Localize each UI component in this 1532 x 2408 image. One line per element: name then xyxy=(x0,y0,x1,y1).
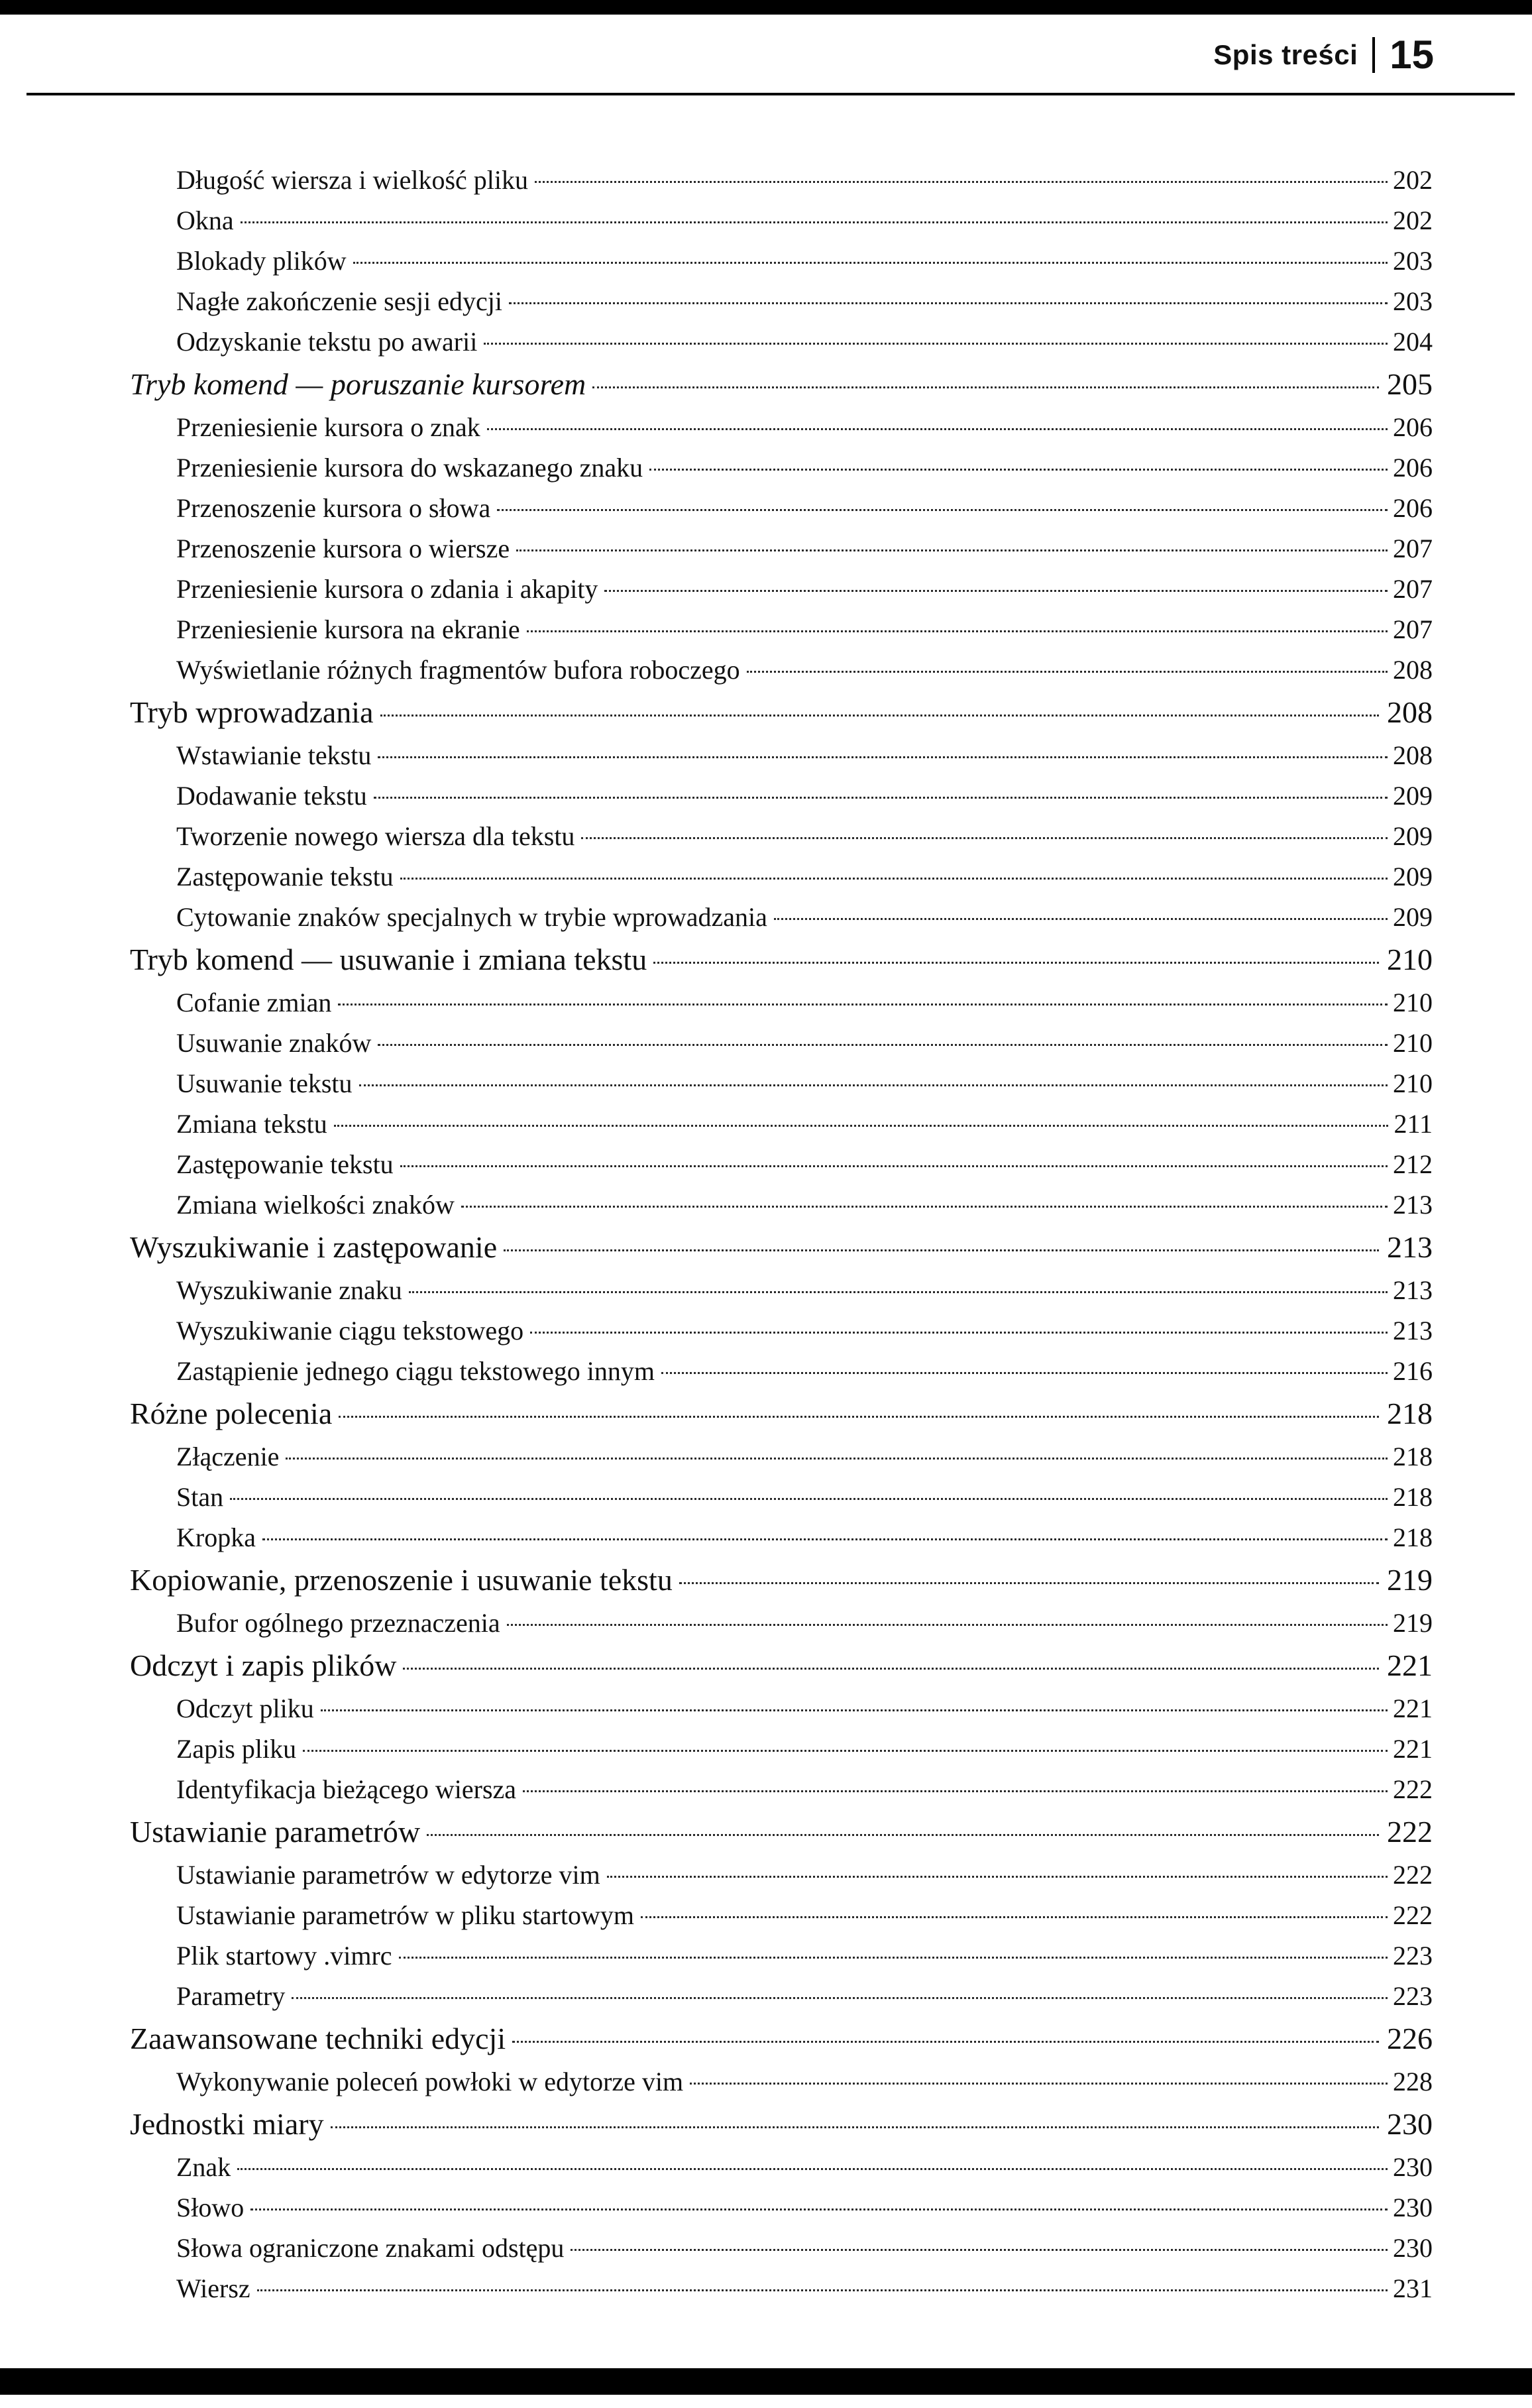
dot-leader xyxy=(250,2208,1388,2210)
toc-entry xyxy=(130,1068,1433,1100)
dot-leader xyxy=(303,1750,1388,1752)
toc-entry-page: 211 xyxy=(1394,1109,1433,1139)
dot-leader xyxy=(747,671,1388,673)
header-rule xyxy=(27,93,1515,95)
toc-entry-label: Różne polecenia xyxy=(130,1397,333,1430)
toc-entry xyxy=(130,821,1433,852)
top-edge-bar xyxy=(0,0,1532,15)
toc-entry-page: 226 xyxy=(1387,2022,1433,2055)
toc-entry-page: 222 xyxy=(1387,1815,1433,1849)
toc-entry-page: 210 xyxy=(1393,1028,1433,1058)
toc-entry-page: 222 xyxy=(1393,1774,1433,1804)
toc-entry xyxy=(130,987,1433,1019)
dot-leader xyxy=(378,756,1388,758)
toc-entry-label: Kopiowanie, przenoszenie i usuwanie tekstu xyxy=(130,1563,673,1597)
toc-entry-label: Przeniesienie kursora o zdania i akapity xyxy=(176,574,598,604)
dot-leader xyxy=(334,1125,1389,1127)
toc-entry xyxy=(130,2192,1433,2224)
dot-leader xyxy=(400,878,1388,880)
toc-entry-label: Usuwanie znaków xyxy=(176,1028,372,1058)
toc-entry xyxy=(130,1693,1433,1725)
toc-entry-page: 207 xyxy=(1393,574,1433,604)
toc-entry xyxy=(130,1648,1433,1684)
dot-leader xyxy=(527,630,1388,632)
toc-entry-label: Stan xyxy=(176,1482,224,1512)
toc-entry-page: 204 xyxy=(1393,327,1433,357)
toc-entry-label: Kropka xyxy=(176,1522,256,1552)
toc-entry xyxy=(130,2273,1433,2305)
toc-entry-page: 209 xyxy=(1393,781,1433,811)
dot-leader xyxy=(461,1206,1388,1208)
toc-entry-page: 202 xyxy=(1393,165,1433,195)
toc-entry-page: 222 xyxy=(1393,1860,1433,1890)
toc-entry-label: Ustawianie parametrów w pliku startowym xyxy=(176,1900,634,1930)
toc-entry-page: 213 xyxy=(1393,1275,1433,1305)
dot-leader xyxy=(399,1957,1388,1959)
dot-leader xyxy=(484,343,1388,345)
toc-entry-label: Tworzenie nowego wiersza dla tekstu xyxy=(176,821,575,851)
toc-entry xyxy=(130,2066,1433,2098)
dot-leader xyxy=(504,1249,1379,1251)
toc-entry-page: 216 xyxy=(1393,1356,1433,1386)
toc-entry-label: Wstawianie tekstu xyxy=(176,740,372,770)
toc-entry-label: Parametry xyxy=(176,1981,286,2011)
toc-entry-label: Przenoszenie kursora o słowa xyxy=(176,493,491,523)
dot-leader xyxy=(607,1876,1388,1878)
dot-leader xyxy=(516,549,1388,551)
toc-entry xyxy=(130,533,1433,565)
toc-entry-page: 209 xyxy=(1393,862,1433,891)
toc-entry-page: 221 xyxy=(1387,1648,1433,1682)
toc-entry-label: Odczyt pliku xyxy=(176,1693,314,1723)
dot-leader xyxy=(690,2083,1388,2085)
toc-entry-label: Tryb komend — poruszanie kursorem xyxy=(130,367,586,401)
toc-entry xyxy=(130,2232,1433,2264)
toc-entry-label: Złączenie xyxy=(176,1442,280,1471)
toc-entry-page: 206 xyxy=(1393,493,1433,523)
toc-entry xyxy=(130,1733,1433,1765)
toc-entry xyxy=(130,740,1433,772)
toc-entry xyxy=(130,1900,1433,1931)
toc-entry-label: Zastępowanie tekstu xyxy=(176,862,394,891)
toc-entry-label: Długość wiersza i wielkość pliku xyxy=(176,165,528,195)
toc-entry xyxy=(130,1355,1433,1387)
toc-entry-page: 228 xyxy=(1393,2067,1433,2096)
dot-leader xyxy=(535,181,1388,183)
toc-entry-label: Przeniesienie kursora na ekranie xyxy=(176,614,520,644)
toc-entry xyxy=(130,452,1433,484)
dot-leader xyxy=(400,1165,1388,1167)
toc-entry-label: Dodawanie tekstu xyxy=(176,781,367,811)
dot-leader xyxy=(523,1790,1388,1792)
toc-entry-label: Cofanie zmian xyxy=(176,988,332,1017)
toc-entry-page: 231 xyxy=(1393,2273,1433,2303)
toc-entry-label: Słowo xyxy=(176,2193,245,2222)
dot-leader xyxy=(679,1582,1379,1584)
toc-entry xyxy=(130,1562,1433,1598)
dot-leader xyxy=(487,428,1388,430)
toc-entry xyxy=(130,2151,1433,2183)
toc-entry-label: Zmiana wielkości znaków xyxy=(176,1190,455,1220)
toc-entry xyxy=(130,1814,1433,1850)
toc-entry-label: Ustawianie parametrów xyxy=(130,1815,421,1849)
toc-entry-label: Przenoszenie kursora o wiersze xyxy=(176,534,510,563)
toc-entry-page: 230 xyxy=(1387,2107,1433,2141)
toc-entry-page: 230 xyxy=(1393,2152,1433,2182)
toc-entry xyxy=(130,654,1433,686)
toc-entry-page: 208 xyxy=(1387,695,1433,729)
dot-leader xyxy=(286,1458,1388,1460)
toc-entry xyxy=(130,1980,1433,2012)
toc-entry-page: 208 xyxy=(1393,655,1433,685)
toc-entry-page: 223 xyxy=(1393,1941,1433,1971)
toc-entry-label: Przeniesienie kursora o znak xyxy=(176,412,480,442)
toc-entry-label: Wyszukiwanie ciągu tekstowego xyxy=(176,1316,524,1346)
toc-entry xyxy=(130,942,1433,978)
toc-entry-label: Zastąpienie jednego ciągu tekstowego innym xyxy=(176,1356,655,1386)
toc-entry-label: Bufor ogólnego przeznaczenia xyxy=(176,1608,500,1638)
bottom-edge-bar xyxy=(0,2368,1532,2395)
dot-leader xyxy=(262,1538,1388,1540)
toc-entry-page: 206 xyxy=(1393,453,1433,483)
toc-entry-page: 218 xyxy=(1387,1397,1433,1430)
toc-entry-page: 221 xyxy=(1393,1734,1433,1764)
toc-entry xyxy=(130,1441,1433,1473)
toc-entry xyxy=(130,2106,1433,2142)
page-number: 15 xyxy=(1390,32,1434,77)
toc-entry xyxy=(130,573,1433,605)
toc-entry xyxy=(130,1859,1433,1891)
toc-entry-label: Wyszukiwanie i zastępowanie xyxy=(130,1230,498,1264)
toc-entry xyxy=(130,901,1433,933)
toc-entry-label: Wykonywanie poleceń powłoki w edytorze vim xyxy=(176,2067,684,2096)
dot-leader xyxy=(581,837,1388,839)
toc-entry-label: Zastępowanie tekstu xyxy=(176,1149,394,1179)
toc-entry xyxy=(130,1774,1433,1806)
dot-leader xyxy=(292,1997,1388,1999)
toc-entry-page: 207 xyxy=(1393,614,1433,644)
dot-leader xyxy=(359,1084,1388,1086)
dot-leader xyxy=(507,1624,1388,1626)
toc-entry xyxy=(130,1275,1433,1306)
dot-leader xyxy=(661,1372,1388,1374)
toc-entry xyxy=(130,1522,1433,1554)
dot-leader xyxy=(241,221,1388,223)
dot-leader xyxy=(530,1332,1388,1334)
toc-entry-label: Wiersz xyxy=(176,2273,250,2303)
toc-entry-page: 230 xyxy=(1393,2233,1433,2263)
toc-entry xyxy=(130,205,1433,237)
toc-entry-label: Cytowanie znaków specjalnych w trybie wprowadzania xyxy=(176,902,767,932)
dot-leader xyxy=(653,962,1379,964)
toc-entry-page: 223 xyxy=(1393,1981,1433,2011)
toc-entry xyxy=(130,286,1433,317)
toc-entry-page: 210 xyxy=(1387,943,1433,976)
dot-leader xyxy=(403,1668,1379,1670)
page-header xyxy=(1213,32,1434,78)
dot-leader xyxy=(497,509,1388,511)
toc-entry-page: 208 xyxy=(1393,740,1433,770)
dot-leader xyxy=(353,262,1388,264)
toc-entry-label: Wyświetlanie różnych fragmentów bufora roboczego xyxy=(176,655,740,685)
toc-entry-page: 213 xyxy=(1393,1190,1433,1220)
page-header-title: Spis treści xyxy=(1213,38,1358,70)
toc-entry-page: 213 xyxy=(1393,1316,1433,1346)
dot-leader xyxy=(339,1416,1379,1418)
dot-leader xyxy=(378,1044,1388,1046)
toc-entry-page: 206 xyxy=(1393,412,1433,442)
toc-entry-page: 209 xyxy=(1393,902,1433,932)
toc-entry xyxy=(130,492,1433,524)
dot-leader xyxy=(509,302,1388,304)
toc-entry-label: Plik startowy .vimrc xyxy=(176,1941,392,1971)
toc-entry-page: 218 xyxy=(1393,1482,1433,1512)
toc-entry xyxy=(130,1607,1433,1639)
toc-entry-label: Przeniesienie kursora do wskazanego znaku xyxy=(176,453,643,483)
dot-leader xyxy=(374,797,1388,799)
dot-leader xyxy=(649,469,1388,471)
dot-leader xyxy=(512,2041,1379,2043)
toc-entry-page: 203 xyxy=(1393,286,1433,316)
toc-entry-page: 219 xyxy=(1387,1563,1433,1597)
toc-entry xyxy=(130,1027,1433,1059)
toc-entry-label: Zaawansowane techniki edycji xyxy=(130,2022,506,2055)
toc-entry-page: 205 xyxy=(1387,367,1433,401)
dot-leader xyxy=(331,2126,1379,2128)
toc-entry xyxy=(130,1481,1433,1513)
toc-entry xyxy=(130,695,1433,730)
toc-entry-label: Słowa ograniczone znakami odstępu xyxy=(176,2233,565,2263)
dot-leader xyxy=(230,1498,1388,1500)
toc-entry xyxy=(130,245,1433,277)
toc-entry-page: 203 xyxy=(1393,246,1433,276)
toc-entry-label: Identyfikacja bieżącego wiersza xyxy=(176,1774,517,1804)
toc-entry-label: Odzyskanie tekstu po awarii xyxy=(176,327,478,357)
toc-entry-label: Odczyt i zapis plików xyxy=(130,1648,397,1682)
toc-entry xyxy=(130,1230,1433,1265)
toc-entry-label: Znak xyxy=(176,2152,231,2182)
toc-entry-label: Tryb wprowadzania xyxy=(130,695,374,729)
dot-leader xyxy=(641,1916,1388,1918)
toc-entry-label: Zapis pliku xyxy=(176,1734,297,1764)
table-of-contents xyxy=(130,164,1433,2313)
toc-entry-page: 222 xyxy=(1393,1900,1433,1930)
toc-entry xyxy=(130,614,1433,646)
toc-entry-page: 218 xyxy=(1393,1522,1433,1552)
dot-leader xyxy=(571,2249,1388,2251)
dot-leader xyxy=(321,1709,1388,1711)
toc-entry-page: 209 xyxy=(1393,821,1433,851)
toc-entry xyxy=(130,367,1433,402)
dot-leader xyxy=(380,715,1379,717)
dot-leader xyxy=(604,590,1388,592)
toc-entry xyxy=(130,2021,1433,2057)
toc-entry-label: Usuwanie tekstu xyxy=(176,1068,353,1098)
toc-entry-page: 230 xyxy=(1393,2193,1433,2222)
toc-entry xyxy=(130,1108,1433,1140)
toc-entry-label: Nagłe zakończenie sesji edycji xyxy=(176,286,502,316)
toc-entry xyxy=(130,1940,1433,1972)
toc-entry-label: Tryb komend — usuwanie i zmiana tekstu xyxy=(130,943,647,976)
toc-entry xyxy=(130,1315,1433,1347)
dot-leader xyxy=(237,2168,1388,2170)
toc-entry xyxy=(130,861,1433,893)
toc-entry xyxy=(130,1189,1433,1221)
toc-entry xyxy=(130,326,1433,358)
toc-entry-label: Wyszukiwanie znaku xyxy=(176,1275,402,1305)
toc-entry-label: Zmiana tekstu xyxy=(176,1109,327,1139)
dot-leader xyxy=(338,1003,1388,1005)
toc-entry-page: 210 xyxy=(1393,1068,1433,1098)
dot-leader xyxy=(592,386,1379,388)
toc-entry xyxy=(130,1396,1433,1432)
header-separator xyxy=(1372,37,1375,73)
toc-entry xyxy=(130,1149,1433,1180)
toc-entry-page: 221 xyxy=(1393,1693,1433,1723)
toc-entry-label: Blokady plików xyxy=(176,246,347,276)
toc-entry xyxy=(130,780,1433,812)
toc-entry-label: Jednostki miary xyxy=(130,2107,324,2141)
dot-leader xyxy=(427,1834,1379,1836)
toc-entry-label: Okna xyxy=(176,205,234,235)
toc-entry-page: 213 xyxy=(1387,1230,1433,1264)
dot-leader xyxy=(409,1291,1388,1293)
toc-entry-page: 212 xyxy=(1393,1149,1433,1179)
toc-entry-page: 202 xyxy=(1393,205,1433,235)
toc-entry-page: 210 xyxy=(1393,988,1433,1017)
toc-entry-page: 218 xyxy=(1393,1442,1433,1471)
toc-entry-page: 207 xyxy=(1393,534,1433,563)
toc-entry xyxy=(130,164,1433,196)
toc-entry xyxy=(130,412,1433,443)
dot-leader xyxy=(257,2289,1388,2291)
dot-leader xyxy=(774,918,1388,920)
toc-entry-page: 219 xyxy=(1393,1608,1433,1638)
toc-entry-label: Ustawianie parametrów w edytorze vim xyxy=(176,1860,600,1890)
